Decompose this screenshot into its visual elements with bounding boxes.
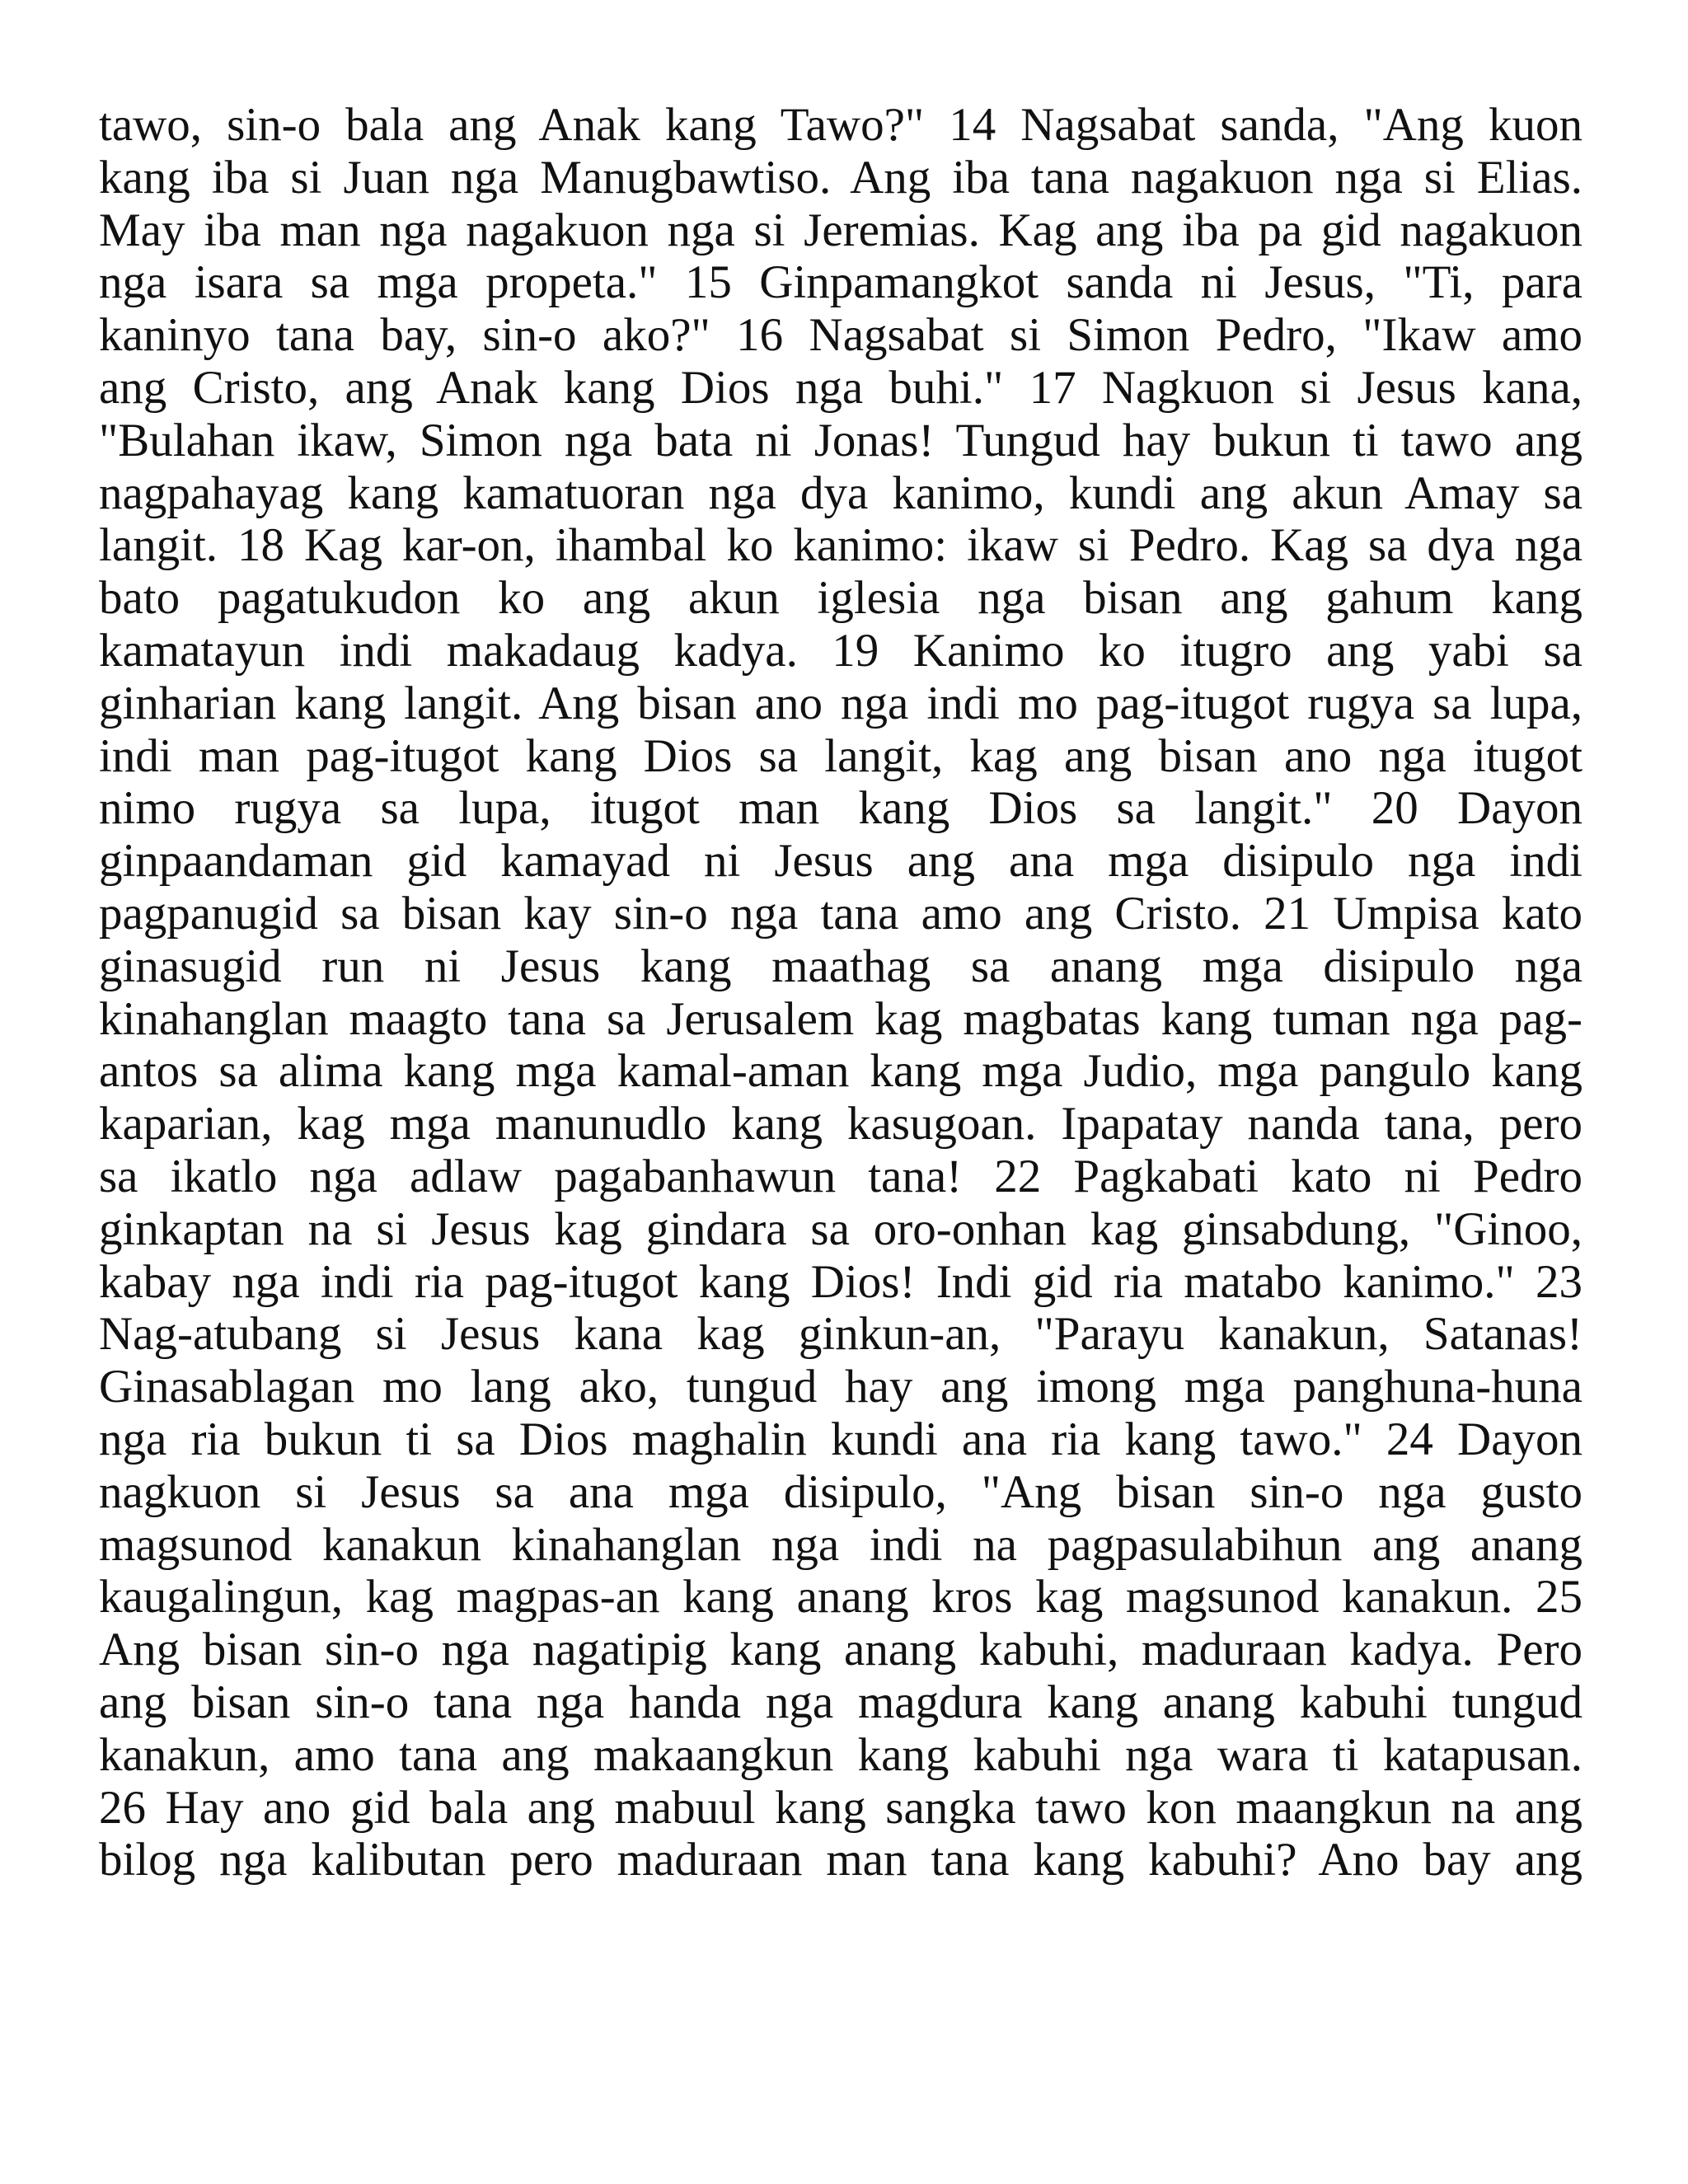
text-line: nga ria bukun ti sa Dios maghalin kundi ana ria kang tawo." 24 Dayon (99, 1413, 1582, 1465)
text-line: "Bulahan ikaw, Simon nga bata ni Jonas! Tungud hay bukun ti tawo ang (99, 414, 1582, 466)
text-line: kaparian, kag mga manunudlo kang kasugoan. Ipapatay nanda tana, pero (99, 1098, 1582, 1151)
text-line: sa ikatlo nga adlaw pagabanhawun tana! 22 Pagkabati kato ni Pedro (99, 1150, 1582, 1202)
text-line: ginkaptan na si Jesus kag gindara sa oro-onhan kag ginsabdung, "Ginoo, (99, 1202, 1582, 1255)
text-line: antos sa alima kang mga kamal-aman kang mga Judio, mga pangulo kang (99, 1045, 1582, 1098)
text-line: nimo rugya sa lupa, itugot man kang Dios sa langit." 20 Dayon (99, 782, 1582, 835)
text-line: nagkuon si Jesus sa ana mga disipulo, "Ang bisan sin-o nga gusto (99, 1465, 1582, 1518)
text-line: May iba man nga nagakuon nga si Jeremias. Kag ang iba pa gid nagakuon (99, 204, 1582, 256)
text-line: tawo, sin-o bala ang Anak kang Tawo?" 14 Nagsabat sanda, "Ang kuon (99, 99, 1582, 151)
text-line: kamatayun indi makadaug kadya. 19 Kanimo ko itugro ang yabi sa (99, 624, 1582, 677)
text-line: ang Cristo, ang Anak kang Dios nga buhi." 17 Nagkuon si Jesus kana, (99, 361, 1582, 414)
text-line: ang bisan sin-o tana nga handa nga magdura kang anang kabuhi tungud (99, 1675, 1582, 1728)
text-line: kaninyo tana bay, sin-o ako?" 16 Nagsabat si Simon Pedro, "Ikaw amo (99, 309, 1582, 362)
text-line: nga isara sa mga propeta." 15 Ginpamangkot sanda ni Jesus, "Ti, para (99, 256, 1582, 309)
text-line: magsunod kanakun kinahanglan nga indi na pagpasulabihun ang anang (99, 1518, 1582, 1571)
text-line: Ginasablagan mo lang ako, tungud hay ang imong mga panghuna-huna (99, 1361, 1582, 1413)
text-line: bato pagatukudon ko ang akun iglesia nga bisan ang gahum kang (99, 572, 1582, 625)
document-page (99, 99, 1615, 1886)
text-line: ginharian kang langit. Ang bisan ano nga indi mo pag-itugot rugya sa lupa, (99, 677, 1582, 729)
text-line: Nag-atubang si Jesus kana kag ginkun-an, "Parayu kanakun, Satanas! (99, 1308, 1582, 1361)
text-line: pagpanugid sa bisan kay sin-o nga tana amo ang Cristo. 21 Umpisa kato (99, 887, 1582, 940)
text-line: kanakun, amo tana ang makaangkun kang kabuhi nga wara ti katapusan. (99, 1728, 1582, 1781)
text-line: nagpahayag kang kamatuoran nga dya kanimo, kundi ang akun Amay sa (99, 466, 1582, 519)
text-line: kang iba si Juan nga Manugbawtiso. Ang iba tana nagakuon nga si Elias. (99, 151, 1582, 204)
text-line: ginasugid run ni Jesus kang maathag sa anang mga disipulo nga (99, 940, 1582, 992)
text-line: kaugalingun, kag magpas-an kang anang kros kag magsunod kanakun. 25 (99, 1571, 1582, 1624)
text-line: indi man pag-itugot kang Dios sa langit, kag ang bisan ano nga itugot (99, 729, 1582, 782)
text-line: kabay nga indi ria pag-itugot kang Dios! Indi gid ria matabo kanimo." 23 (99, 1255, 1582, 1308)
text-line: langit. 18 Kag kar-on, ihambal ko kanimo: ikaw si Pedro. Kag sa dya nga (99, 519, 1582, 572)
text-line: ginpaandaman gid kamayad ni Jesus ang ana mga disipulo nga indi (99, 835, 1582, 888)
text-line: Ang bisan sin-o nga nagatipig kang anang kabuhi, maduraan kadya. Pero (99, 1624, 1582, 1676)
text-line: kinahanglan maagto tana sa Jerusalem kag magbatas kang tuman nga pag- (99, 992, 1582, 1045)
text-line: 26 Hay ano gid bala ang mabuul kang sangka tawo kon maangkun na ang (99, 1781, 1582, 1834)
text-line: bilog nga kalibutan pero maduraan man tana kang kabuhi? Ano bay ang (99, 1834, 1582, 1886)
